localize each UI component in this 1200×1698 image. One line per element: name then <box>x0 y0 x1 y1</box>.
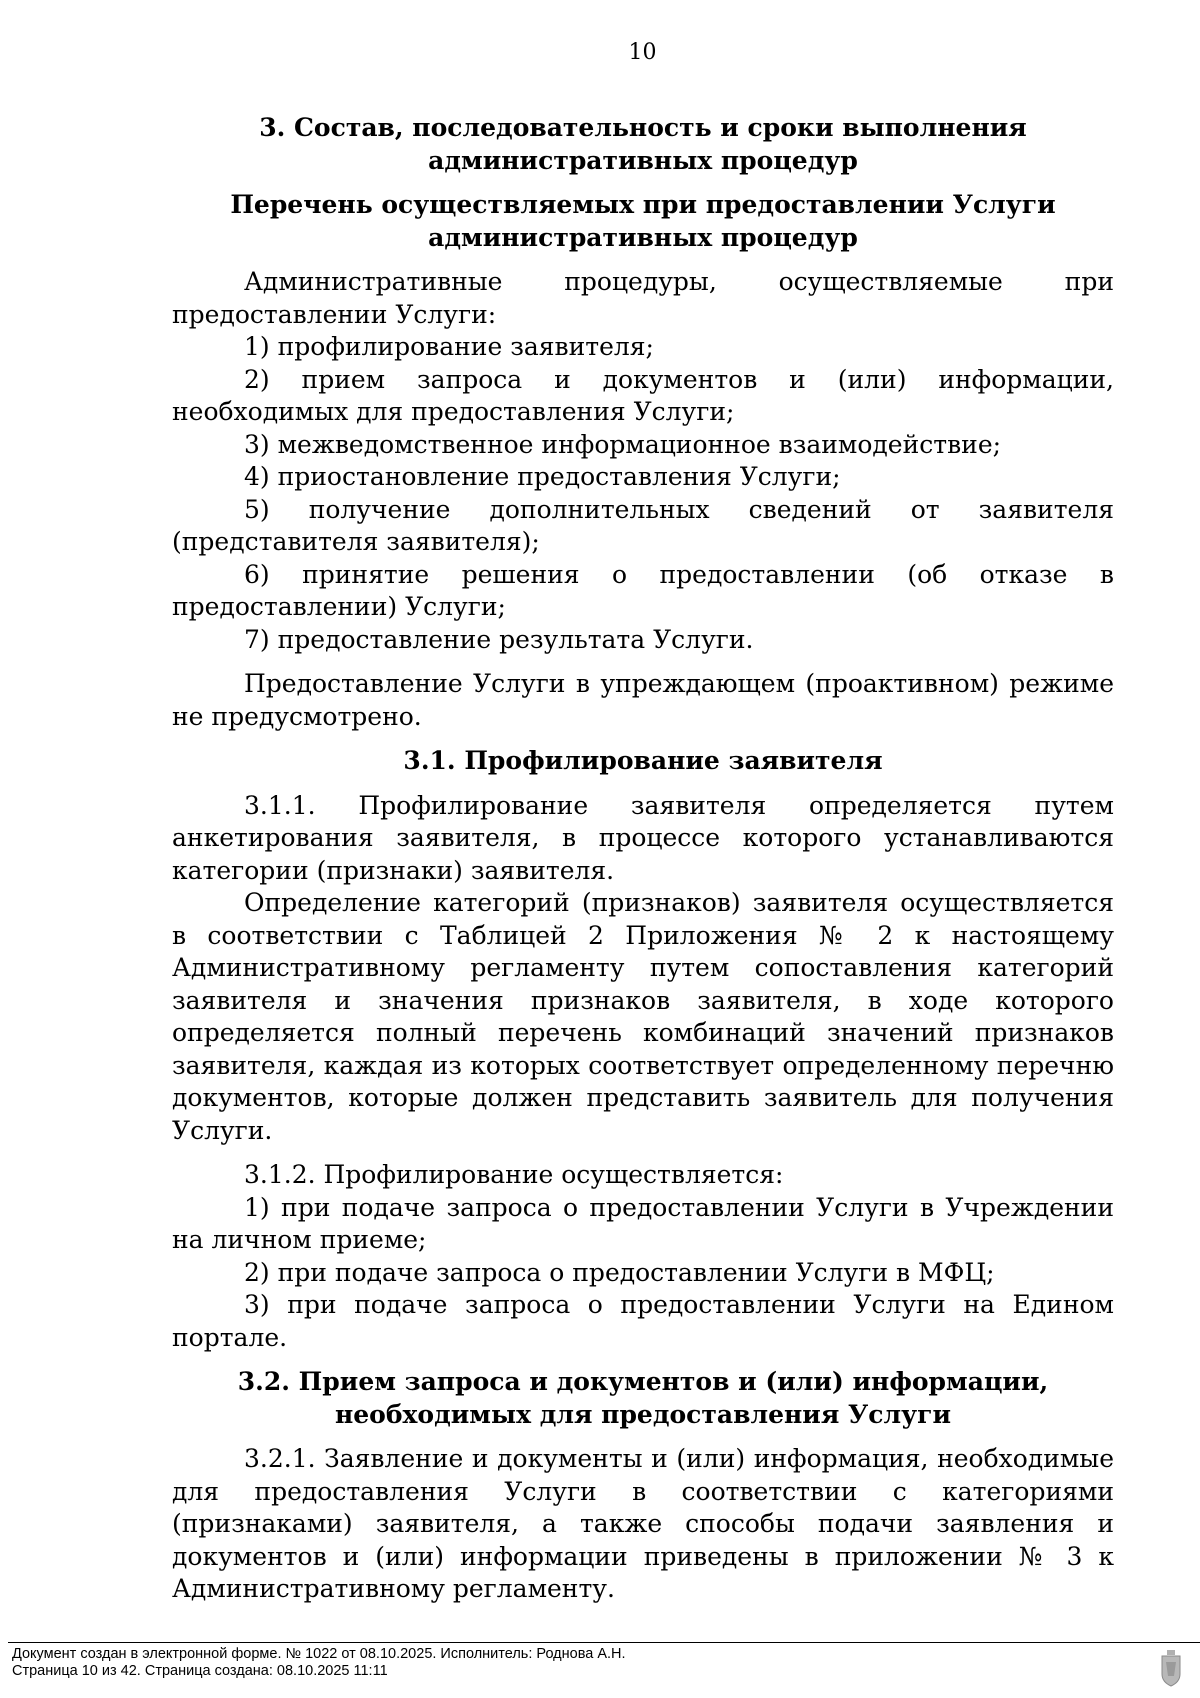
document-body <box>172 112 1114 1606</box>
paragraph-3-2-1: 3.2.1. Заявление и документы и (или) информация, необходимые для предоставления Услуги в соответствии с категориями (признаками) заявителя, а также способы подачи заявления и документов и (или) информации приведены в приложении № 3 к Административному регламенту. <box>172 1444 1114 1603</box>
procedure-item: 6) принятие решения о предоставлении (об отказе в предоставлении) Услуги; <box>172 559 1114 621</box>
footer-divider <box>8 1642 1200 1643</box>
procedure-item: 5) получение дополнительных сведений от заявителя (представителя заявителя); <box>172 494 1114 556</box>
procedure-item: 4) приостановление предоставления Услуги; <box>244 462 841 491</box>
procedure-item: 3) межведомственное информационное взаимодействие; <box>244 429 1002 459</box>
section-title: 3. Состав, последовательность и сроки выполнения административных процедур <box>259 113 1027 175</box>
profiling-item: 2) при подаче запроса о предоставлении Услуги в МФЦ; <box>244 1257 995 1287</box>
footer-line-2: Страница 10 из 42. Страница создана: 08.10.2025 11:11 <box>12 1663 388 1679</box>
procedure-item: 1) профилирование заявителя; <box>244 332 654 361</box>
section-3-1-title: 3.1. Профилирование заявителя <box>403 746 883 775</box>
document-footer <box>12 1646 626 1680</box>
intro-paragraph: Административные процедуры, осуществляемые при предоставлении Услуги: <box>172 267 1114 329</box>
coat-of-arms-icon <box>1158 1648 1184 1688</box>
procedure-item: 2) прием запроса и документов и (или) информации, необходимых для предоставления Услуги; <box>172 364 1114 426</box>
procedures-subheading: Перечень осуществляемых при предоставлении Услуги административных процедур <box>230 190 1056 252</box>
profiling-item: 3) при подаче запроса о предоставлении Услуги на Едином портале. <box>172 1290 1114 1352</box>
proactive-note: Предоставление Услуги в упреждающем (проактивном) режиме не предусмотрено. <box>172 669 1114 731</box>
section-3-2-title: 3.2. Прием запроса и документов и (или) информации, необходимых для предоставления Услуги <box>237 1367 1049 1429</box>
page-number: 10 <box>628 40 657 65</box>
paragraph-categories: Определение категорий (признаков) заявителя осуществляется в соответствии с Таблицей 2 Приложения № 2 к настоящему Административному регламенту путем сопоставления категорий заявителя и значения признаков заявителя, в ходе которого определяется полный перечень комбинаций значений признаков заявителя, каждая из которых соответствует определенному перечню документов, которые должен представить заявитель для получения Услуги. <box>172 888 1114 1145</box>
paragraph-3-1-1: 3.1.1. Профилирование заявителя определяется путем анкетирования заявителя, в процессе которого устанавливаются категории (признаки) заявителя. <box>172 790 1114 885</box>
procedure-item: 7) предоставление результата Услуги. <box>244 624 754 654</box>
profiling-item: 1) при подаче запроса о предоставлении Услуги в Учреждении на личном приеме; <box>172 1192 1114 1254</box>
footer-line-1: Документ создан в электронной форме. № 1022 от 08.10.2025. Исполнитель: Роднова А.Н. <box>12 1646 626 1662</box>
paragraph-3-1-2: 3.1.2. Профилирование осуществляется: <box>244 1160 784 1189</box>
